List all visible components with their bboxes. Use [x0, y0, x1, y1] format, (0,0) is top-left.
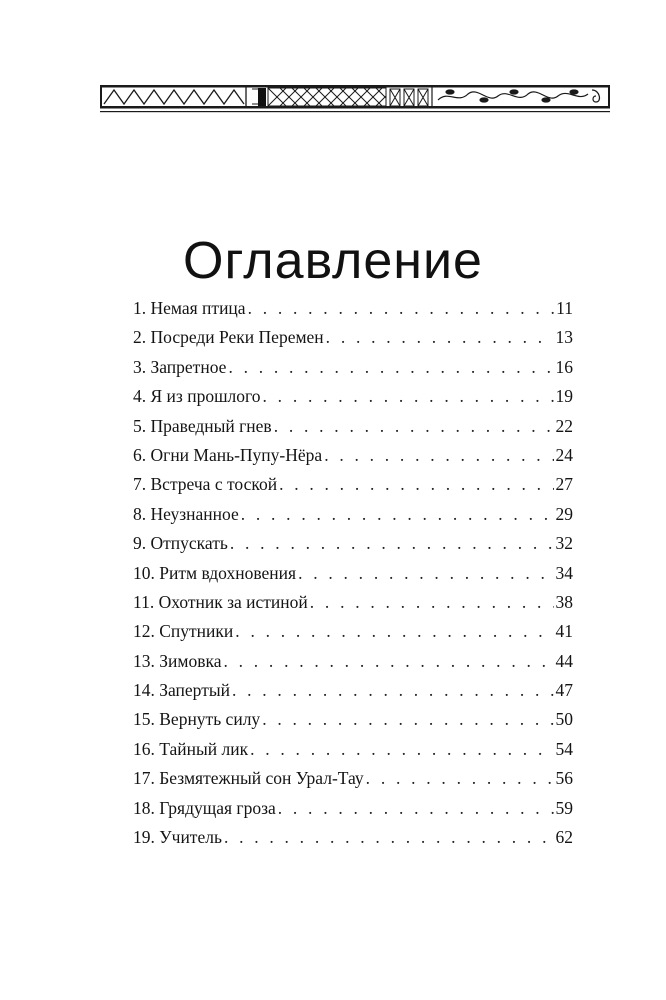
- dot-leader: [366, 768, 554, 789]
- toc-entry-title: 1. Немая птица: [133, 298, 246, 318]
- toc-entry[interactable]: [133, 592, 573, 621]
- toc-entry-title: 14. Запертый: [133, 680, 230, 701]
- dot-leader: [262, 709, 553, 730]
- toc-entry-title: 13. Зимовка: [133, 650, 222, 671]
- toc-entry-title: 15. Вернуть силу: [133, 709, 261, 730]
- dot-leader: [224, 827, 554, 848]
- toc-entry[interactable]: [133, 504, 573, 533]
- toc-entry-title: 2. Посреди Реки Перемен: [133, 327, 324, 348]
- toc-entry-page-number: 34: [555, 562, 573, 583]
- toc-entry[interactable]: [133, 298, 573, 327]
- dot-leader: [298, 563, 553, 584]
- toc-entry[interactable]: [133, 327, 573, 356]
- toc-entry-page-number: 32: [555, 533, 573, 554]
- toc-entry-page-number: 19: [555, 386, 573, 407]
- toc-entry[interactable]: [133, 768, 573, 797]
- crosshatch-segment: [268, 88, 428, 106]
- toc-entry-page-number: 41: [555, 621, 573, 642]
- toc-entry-page-number: 62: [555, 827, 573, 848]
- dot-leader: [324, 445, 553, 466]
- toc-entry-title: 7. Встреча с тоской: [133, 474, 278, 495]
- zigzag-segment: [104, 87, 246, 106]
- toc-entry-title: 11. Охотник за истиной: [133, 591, 308, 612]
- dot-leader: [326, 327, 554, 348]
- dot-leader: [228, 357, 553, 378]
- decorative-band-icon: [100, 80, 610, 120]
- dot-leader: [274, 416, 554, 437]
- toc-entry-title: 16. Тайный лик: [133, 738, 249, 759]
- toc-entry-page-number: 59: [555, 797, 573, 818]
- dot-leader: [241, 504, 554, 525]
- toc-entry-page-number: 54: [555, 738, 573, 759]
- dot-leader: [279, 474, 553, 495]
- toc-entry-title: 4. Я из прошлого: [133, 386, 261, 407]
- toc-entry[interactable]: [133, 533, 573, 562]
- toc-entry-page-number: 11: [556, 298, 573, 318]
- dot-leader: [250, 739, 553, 760]
- toc-entry-page-number: 47: [555, 680, 573, 701]
- toc-entry[interactable]: [133, 680, 573, 709]
- toc-entry[interactable]: [133, 798, 573, 827]
- toc-entry-title: 19. Учитель: [133, 827, 222, 848]
- toc-entry-page-number: 13: [555, 327, 573, 348]
- toc-entry-title: 12. Спутники: [133, 621, 234, 642]
- toc-entry-page-number: 38: [555, 591, 573, 612]
- table-of-contents: [133, 298, 573, 856]
- toc-entry-page-number: 44: [555, 650, 573, 671]
- toc-entry[interactable]: [133, 621, 573, 650]
- dot-leader: [278, 798, 554, 819]
- toc-entry-page-number: 24: [555, 444, 573, 465]
- toc-entry-title: 10. Ритм вдохновения: [133, 562, 297, 583]
- toc-entry-page-number: 29: [555, 503, 573, 524]
- toc-entry[interactable]: [133, 709, 573, 738]
- toc-entry-title: 17. Безмятежный сон Урал-Тау: [133, 768, 364, 789]
- toc-entry-page-number: 22: [555, 415, 573, 436]
- toc-entry-title: 8. Неузнанное: [133, 503, 239, 524]
- dot-leader: [235, 621, 553, 642]
- black-block: [258, 88, 266, 106]
- toc-entry-title: 18. Грядущая гроза: [133, 797, 276, 818]
- toc-entry-title: 5. Праведный гнев: [133, 415, 272, 436]
- toc-entry-title: 6. Огни Мань-Пупу-Нёра: [133, 444, 323, 465]
- toc-entry[interactable]: [133, 445, 573, 474]
- toc-entry[interactable]: [133, 651, 573, 680]
- page-title: Оглавление: [183, 231, 483, 290]
- toc-entry-page-number: 56: [555, 768, 573, 789]
- toc-entry[interactable]: [133, 827, 573, 856]
- toc-entry-title: 9. Отпускать: [133, 533, 228, 554]
- toc-entry-page-number: 27: [555, 474, 573, 495]
- dot-leader: [223, 651, 553, 672]
- diamond-segment: [252, 89, 258, 104]
- toc-entry[interactable]: [133, 474, 573, 503]
- dot-leader: [263, 386, 554, 407]
- toc-entry[interactable]: [133, 563, 573, 592]
- toc-entry-page-number: 16: [555, 356, 573, 377]
- dot-leader: [232, 680, 554, 701]
- toc-entry[interactable]: [133, 416, 573, 445]
- toc-entry[interactable]: [133, 739, 573, 768]
- toc-entry[interactable]: [133, 357, 573, 386]
- toc-entry[interactable]: [133, 386, 573, 415]
- dot-leader: [310, 592, 554, 613]
- toc-entry-title: 3. Запретное: [133, 356, 227, 377]
- dot-leader: [230, 533, 554, 554]
- vine-segment: [432, 87, 599, 106]
- toc-entry-page-number: 50: [555, 709, 573, 730]
- dot-leader: [248, 298, 555, 319]
